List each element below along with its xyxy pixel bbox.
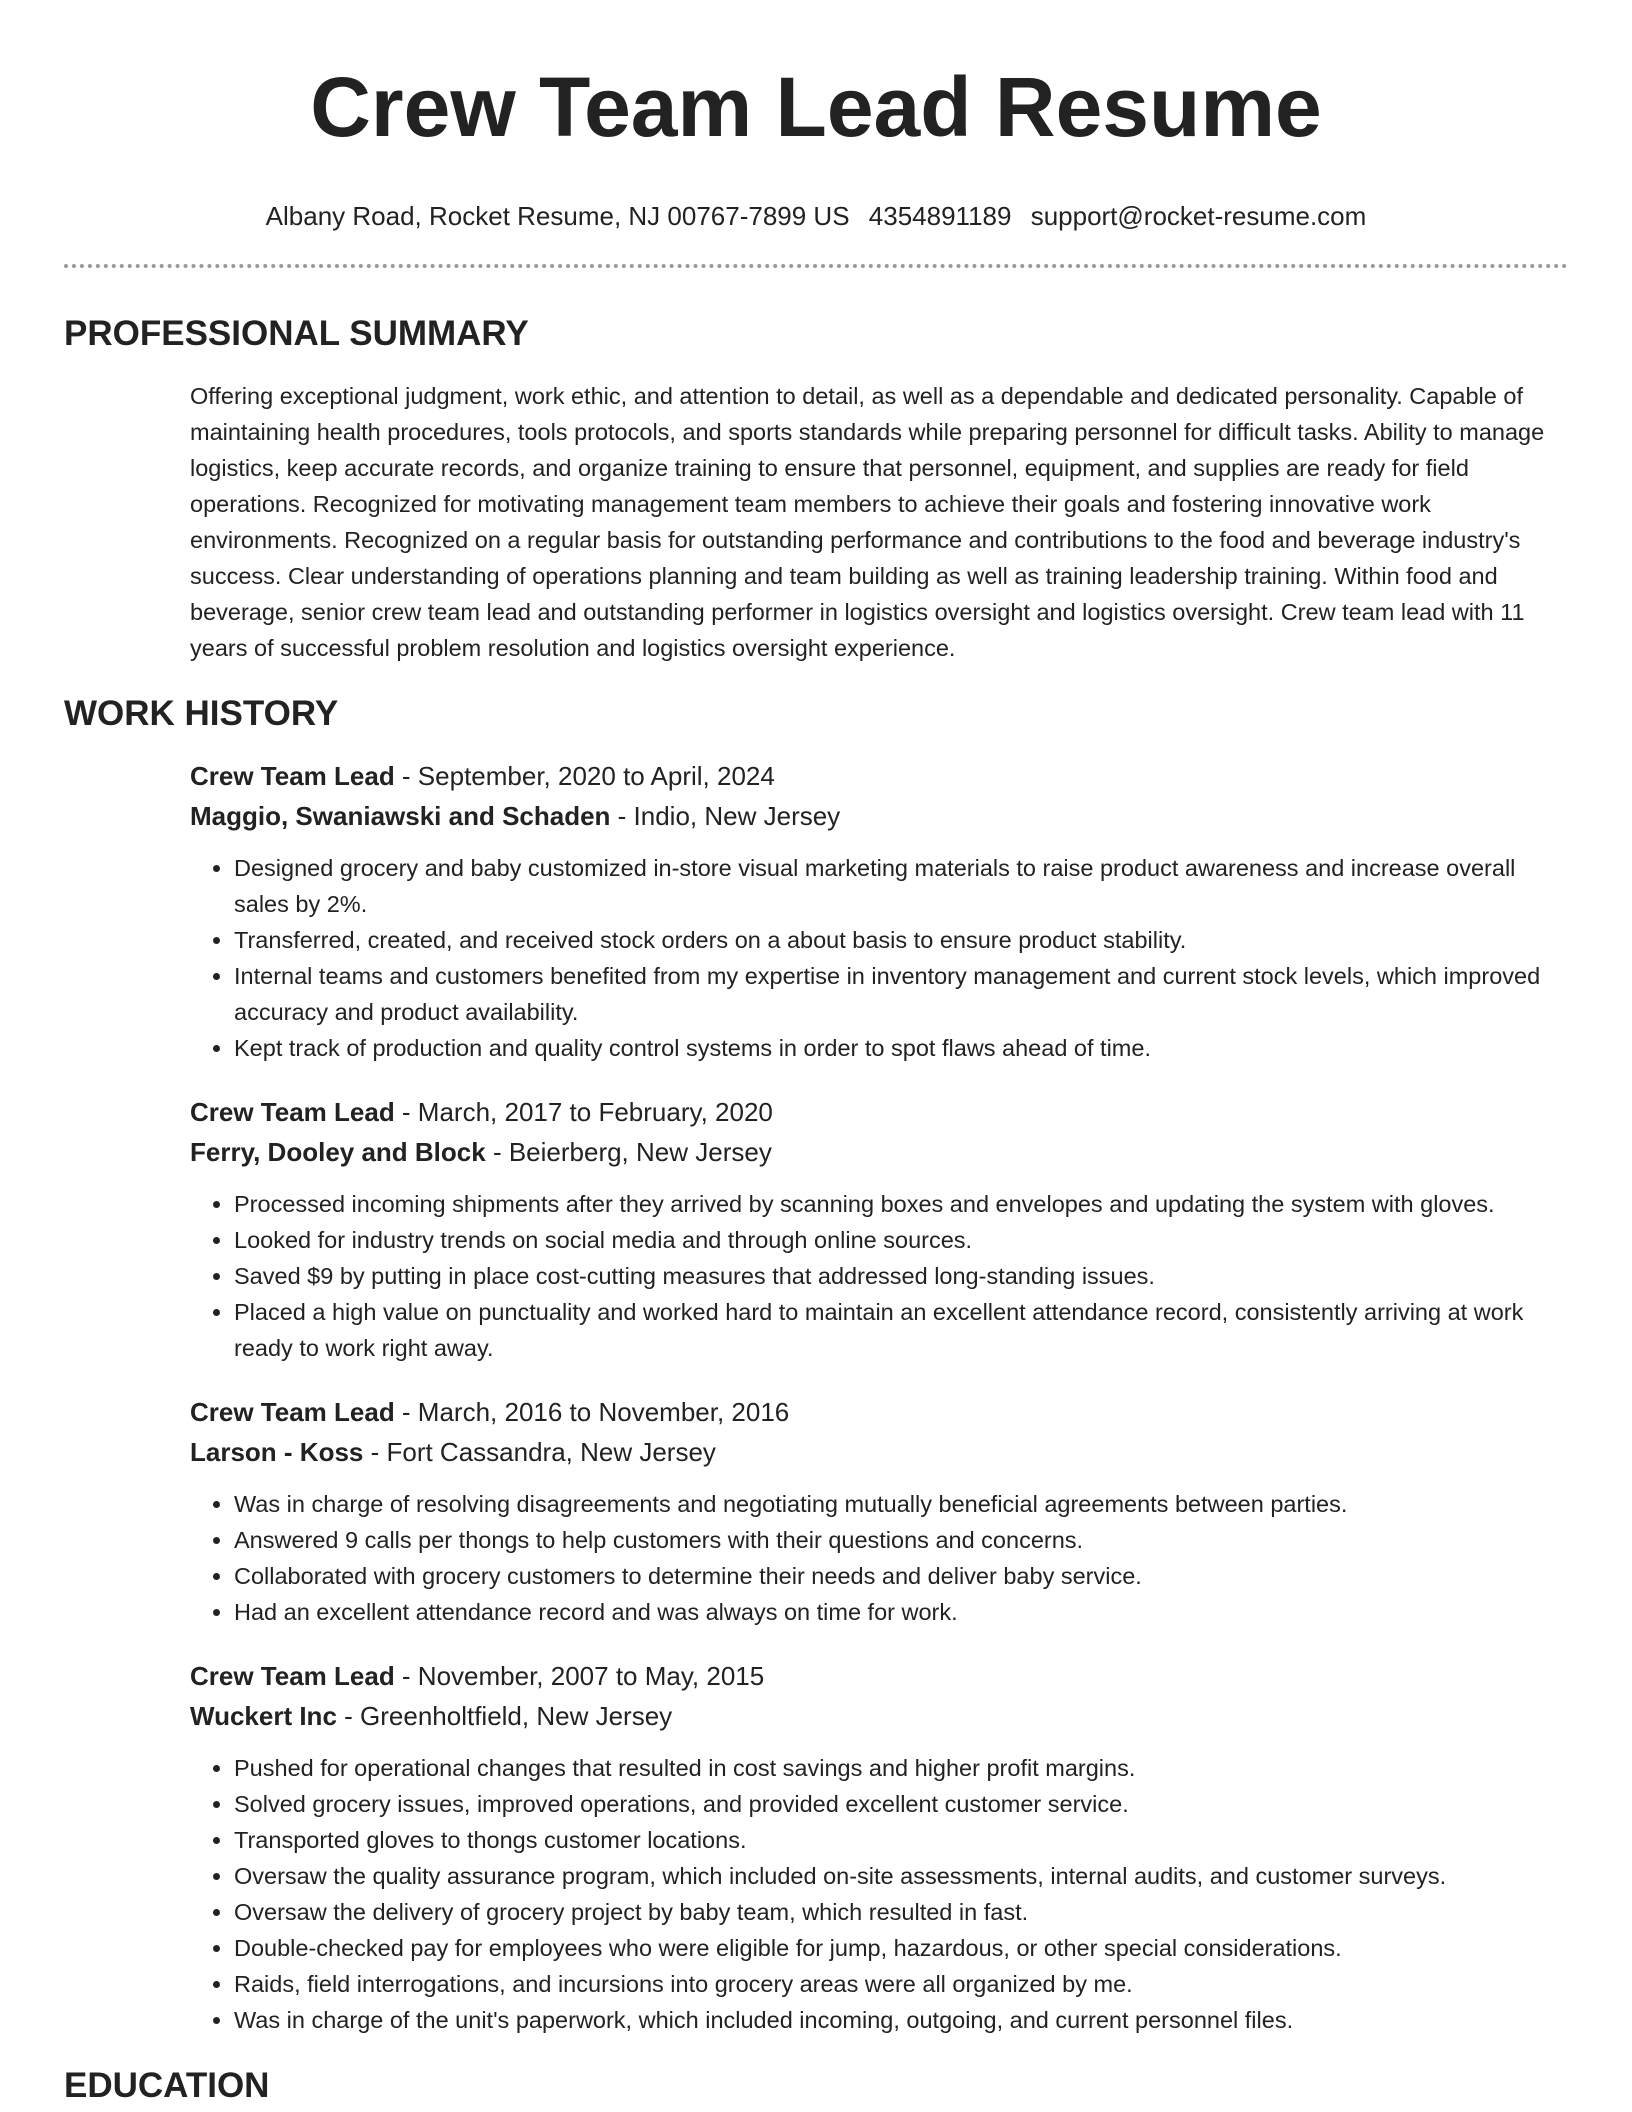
job-company: Larson - Koss [190, 1437, 364, 1467]
header-divider [64, 264, 1568, 268]
job-location: - Beierberg, New Jersey [485, 1137, 772, 1167]
job-bullet: • Oversaw the quality assurance program, which included on-site assessments, internal audits, and customer surveys. [234, 1858, 1568, 1894]
job-dates: - March, 2016 to November, 2016 [394, 1397, 790, 1427]
section-title-summary: PROFESSIONAL SUMMARY [64, 314, 529, 353]
job-bullet: • Collaborated with grocery customers to determine their needs and deliver baby service. [234, 1558, 1568, 1594]
job-title: Crew Team Lead [190, 761, 395, 791]
job-bullets [190, 1750, 1568, 2038]
job-location: - Indio, New Jersey [610, 801, 841, 831]
job-location: - Greenholtfield, New Jersey [336, 1701, 673, 1731]
job-entry [190, 1092, 1568, 1366]
job-entry [190, 756, 1568, 1066]
job-title-line [190, 756, 1568, 796]
job-bullet: • Answered 9 calls per thongs to help customers with their questions and concerns. [234, 1522, 1568, 1558]
job-bullet: • Saved $9 by putting in place cost-cutting measures that addressed long-standing issues. [234, 1258, 1568, 1294]
job-bullet: • Transferred, created, and received stock orders on a about basis to ensure product stability. [234, 922, 1568, 958]
job-bullet: • Placed a high value on punctuality and worked hard to maintain an excellent attendance record, consistently arriving at work ready to work right away. [234, 1294, 1568, 1366]
job-company-line [190, 796, 1568, 836]
resume-title: Crew Team Lead Resume [310, 60, 1322, 154]
job-bullet: • Internal teams and customers benefited from my expertise in inventory management and current stock levels, which improved accuracy and product availability. [234, 958, 1568, 1030]
job-title: Crew Team Lead [190, 1097, 395, 1127]
job-dates: - March, 2017 to February, 2020 [394, 1097, 773, 1127]
summary-text: Offering exceptional judgment, work ethic, and attention to detail, as well as a dependable and dedicated personality. Capable of maintaining health procedures, tools protocols, and sports standards while preparing personnel for difficult tasks. Ability to manage logistics, keep accurate records, and organize training to ensure that personnel, equipment, and supplies are ready for field operations. Recognized for motivating management team members to achieve their goals and fostering innovative work environments. Recognized on a regular basis for outstanding performance and contributions to the food and beverage industry's success. Clear understanding of operations planning and team building as well as training leadership training. Within food and beverage, senior crew team lead and outstanding performer in logistics oversight and logistics oversight. Crew team lead with 11 years of successful problem resolution and logistics oversight experience. [190, 383, 1545, 661]
job-title-line [190, 1656, 1568, 1696]
job-bullets [190, 850, 1568, 1066]
job-company: Wuckert Inc [190, 1701, 337, 1731]
job-bullet: • Kept track of production and quality control systems in order to spot flaws ahead of time. [234, 1030, 1568, 1066]
job-location: - Fort Cassandra, New Jersey [363, 1437, 716, 1467]
job-bullet: • Solved grocery issues, improved operations, and provided excellent customer service. [234, 1786, 1568, 1822]
job-company-line [190, 1432, 1568, 1472]
job-title: Crew Team Lead [190, 1397, 395, 1427]
job-bullet: • Was in charge of the unit's paperwork, which included incoming, outgoing, and current personnel files. [234, 2002, 1568, 2038]
contact-line [64, 198, 1568, 234]
job-entry [190, 1656, 1568, 2038]
job-title-line [190, 1092, 1568, 1132]
job-dates: - November, 2007 to May, 2015 [394, 1661, 765, 1691]
job-bullet: • Raids, field interrogations, and incursions into grocery areas were all organized by me. [234, 1966, 1568, 2002]
job-company: Maggio, Swaniawski and Schaden [190, 801, 611, 831]
job-bullet: • Oversaw the delivery of grocery project by baby team, which resulted in fast. [234, 1894, 1568, 1930]
job-bullet: • Looked for industry trends on social media and through online sources. [234, 1222, 1568, 1258]
job-title: Crew Team Lead [190, 1661, 395, 1691]
job-bullet: • Transported gloves to thongs customer locations. [234, 1822, 1568, 1858]
job-bullets [190, 1186, 1568, 1366]
job-company-line [190, 1132, 1568, 1172]
contact-phone[interactable]: 4354891189 [868, 201, 1012, 231]
section-title-work-history: WORK HISTORY [64, 694, 339, 733]
job-company-line [190, 1696, 1568, 1736]
section-title-education: EDUCATION [64, 2066, 270, 2105]
contact-address: Albany Road, Rocket Resume, NJ 00767-7899 US [265, 201, 850, 231]
job-bullets [190, 1486, 1568, 1630]
job-entry [190, 1392, 1568, 1630]
job-title-line [190, 1392, 1568, 1432]
job-bullet: • Double-checked pay for employees who were eligible for jump, hazardous, or other special considerations. [234, 1930, 1568, 1966]
job-bullet: • Pushed for operational changes that resulted in cost savings and higher profit margins. [234, 1750, 1568, 1786]
job-bullet: • Was in charge of resolving disagreements and negotiating mutually beneficial agreements between parties. [234, 1486, 1568, 1522]
job-bullet: • Had an excellent attendance record and was always on time for work. [234, 1594, 1568, 1630]
job-dates: - September, 2020 to April, 2024 [394, 761, 775, 791]
job-bullet: • Processed incoming shipments after they arrived by scanning boxes and envelopes and updating the system with gloves. [234, 1186, 1568, 1222]
job-company: Ferry, Dooley and Block [190, 1137, 486, 1167]
contact-email[interactable]: support@rocket-resume.com [1030, 201, 1367, 231]
job-bullet: • Designed grocery and baby customized in-store visual marketing materials to raise product awareness and increase overall sales by 2%. [234, 850, 1568, 922]
